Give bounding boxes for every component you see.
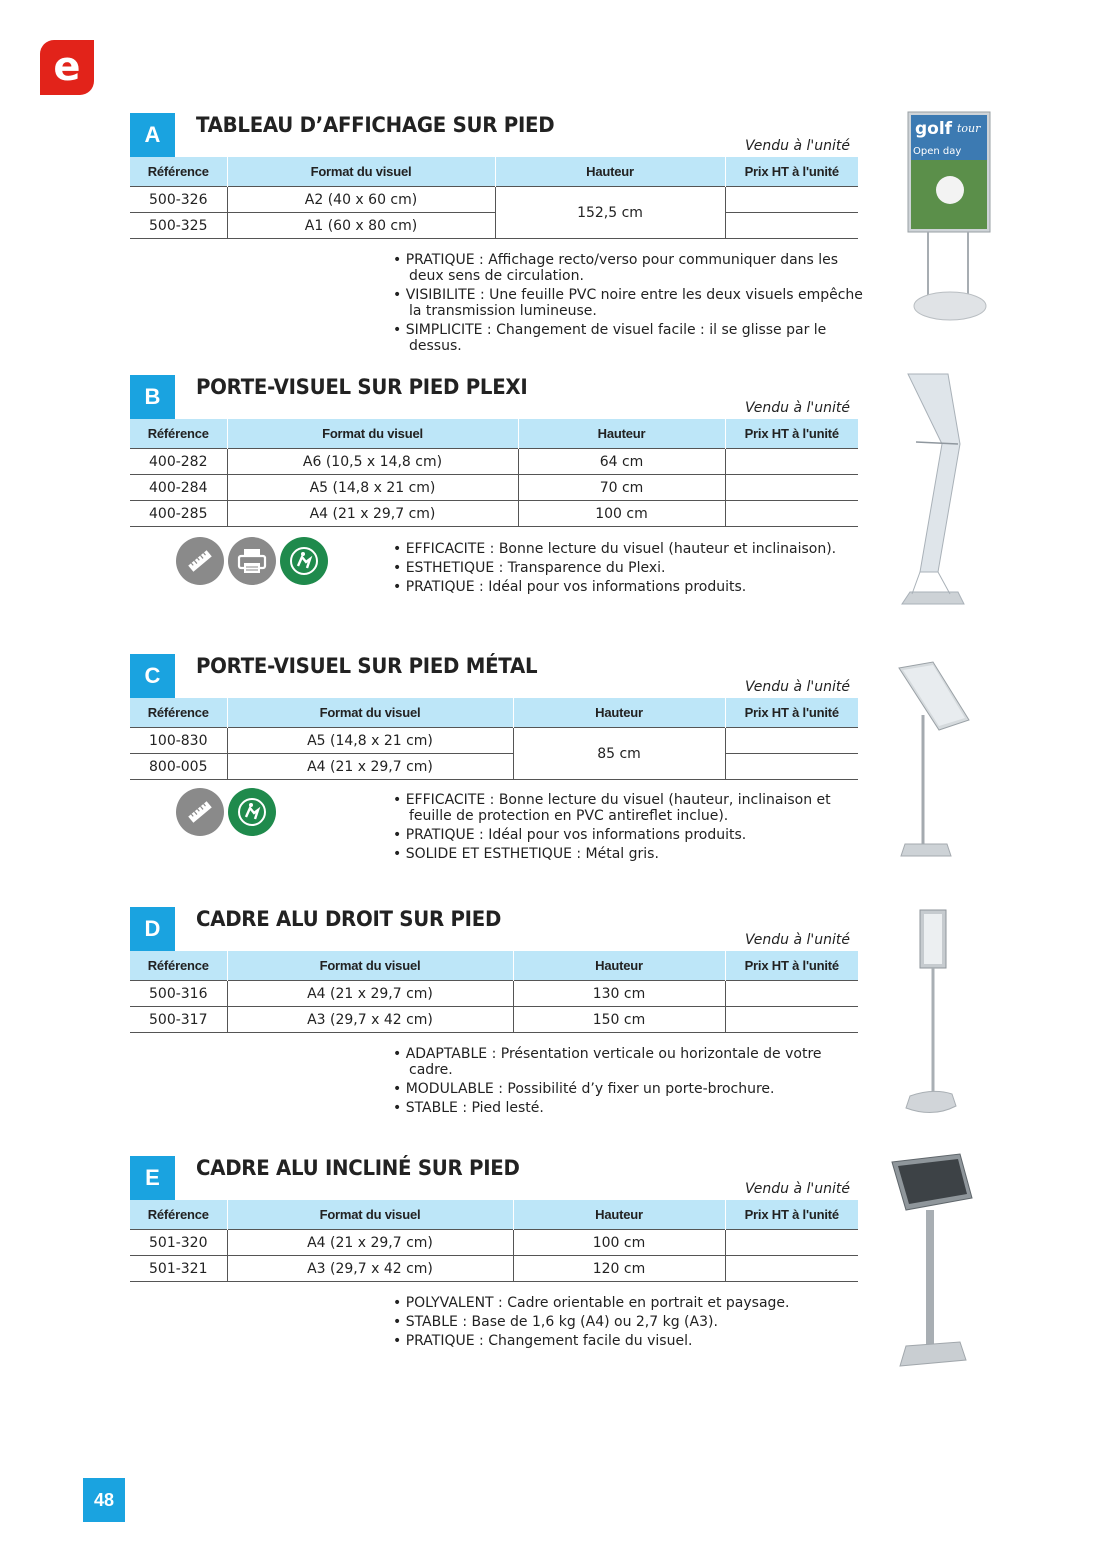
cell-price <box>725 475 858 501</box>
cell-height: 100 cm <box>513 1230 725 1256</box>
cell-height: 100 cm <box>518 501 725 527</box>
feature-item: • POLYVALENT : Cadre orientable en portrait et paysage. <box>393 1295 790 1311</box>
section-title: TABLEAU D’AFFICHAGE SUR PIED <box>196 113 555 137</box>
sold-per-unit: Vendu à l'unité <box>745 932 850 948</box>
cell-price <box>725 754 858 780</box>
table-row <box>130 1256 858 1282</box>
cell-ref: 501-321 <box>130 1256 227 1282</box>
table-row <box>130 754 858 780</box>
cell-price <box>725 1256 858 1282</box>
cell-price <box>725 1230 858 1256</box>
recycle-icon <box>228 788 276 836</box>
cell-price <box>725 213 858 239</box>
product-image-metal-stand <box>895 660 975 870</box>
section-title: PORTE-VISUEL SUR PIED PLEXI <box>196 375 528 399</box>
logo-letter: e <box>53 44 81 90</box>
spec-table <box>130 1200 858 1282</box>
header-format: Format du visuel <box>227 698 513 728</box>
cell-price <box>725 501 858 527</box>
header-height: Hauteur <box>513 951 725 981</box>
feature-list <box>393 541 863 598</box>
table-row <box>130 187 858 213</box>
section-letter: C <box>130 654 175 698</box>
cell-format: A4 (21 x 29,7 cm) <box>227 1230 513 1256</box>
header-ref: Référence <box>130 419 227 449</box>
feature-item: • MODULABLE : Possibilité d’y fixer un porte-brochure. <box>393 1081 775 1097</box>
section-title: CADRE ALU DROIT SUR PIED <box>196 907 502 931</box>
cell-ref: 800-005 <box>130 754 227 780</box>
cell-ref: 400-285 <box>130 501 227 527</box>
sold-per-unit: Vendu à l'unité <box>745 679 850 695</box>
cell-ref: 400-284 <box>130 475 227 501</box>
cell-ref: 500-317 <box>130 1007 227 1033</box>
table-row <box>130 213 858 239</box>
cell-format: A4 (21 x 29,7 cm) <box>227 981 513 1007</box>
cell-format: A4 (21 x 29,7 cm) <box>227 501 518 527</box>
cell-price <box>725 1007 858 1033</box>
product-image-straight-frame-stand <box>900 908 965 1118</box>
header-format: Format du visuel <box>227 951 513 981</box>
cell-ref: 500-316 <box>130 981 227 1007</box>
header-format: Format du visuel <box>227 419 518 449</box>
feature-item: • ESTHETIQUE : Transparence du Plexi. <box>393 560 666 576</box>
feature-item: • PRATIQUE : Affichage recto/verso pour communiquer dans les deux sens de circulation. <box>393 252 839 284</box>
cell-height: 120 cm <box>513 1256 725 1282</box>
feature-item: • STABLE : Base de 1,6 kg (A4) ou 2,7 kg (A3). <box>393 1314 718 1330</box>
header-height: Hauteur <box>495 157 725 187</box>
table-row <box>130 475 858 501</box>
cell-height: 130 cm <box>513 981 725 1007</box>
spec-table <box>130 698 858 780</box>
feature-list <box>393 252 873 357</box>
brand-logo <box>40 40 94 95</box>
cell-height: 150 cm <box>513 1007 725 1033</box>
feature-list <box>393 792 833 865</box>
table-row <box>130 1230 858 1256</box>
feature-item: • VISIBILITE : Une feuille PVC noire entre les deux visuels empêche la transmission lumineuse. <box>393 287 863 319</box>
table-row <box>130 728 858 754</box>
header-height: Hauteur <box>513 698 725 728</box>
cell-price <box>725 449 858 475</box>
cell-format: A3 (29,7 x 42 cm) <box>227 1256 513 1282</box>
ruler-icon <box>176 788 224 836</box>
cell-ref: 100-830 <box>130 728 227 754</box>
header-ref: Référence <box>130 157 227 187</box>
cell-format: A4 (21 x 29,7 cm) <box>227 754 513 780</box>
header-ref: Référence <box>130 698 227 728</box>
feature-icons <box>176 537 328 585</box>
header-height: Hauteur <box>513 1200 725 1230</box>
feature-item: • PRATIQUE : Idéal pour vos informations produits. <box>393 579 747 595</box>
cell-price <box>725 187 858 213</box>
cell-format: A1 (60 x 80 cm) <box>227 213 495 239</box>
sold-per-unit: Vendu à l'unité <box>745 400 850 416</box>
feature-icons <box>176 788 276 836</box>
feature-list <box>393 1046 843 1119</box>
header-price: Prix HT à l'unité <box>725 951 858 981</box>
feature-item: • PRATIQUE : Idéal pour vos informations produits. <box>393 827 747 843</box>
feature-item: • ADAPTABLE : Présentation verticale ou horizontale de votre cadre. <box>393 1046 822 1078</box>
cell-format: A3 (29,7 x 42 cm) <box>227 1007 513 1033</box>
header-price: Prix HT à l'unité <box>725 698 858 728</box>
section-letter: A <box>130 113 175 157</box>
feature-item: • STABLE : Pied lesté. <box>393 1100 544 1116</box>
printer-icon <box>228 537 276 585</box>
section-letter: E <box>130 1156 175 1200</box>
spec-table <box>130 951 858 1033</box>
section-title: PORTE-VISUEL SUR PIED MÉTAL <box>196 654 538 678</box>
header-ref: Référence <box>130 1200 227 1230</box>
header-price: Prix HT à l'unité <box>725 157 858 187</box>
table-row <box>130 501 858 527</box>
cell-format: A2 (40 x 60 cm) <box>227 187 495 213</box>
poster-sub: Open day <box>913 146 962 157</box>
cell-height: 152,5 cm <box>495 187 725 239</box>
poster-brand: golf <box>915 119 953 139</box>
recycle-icon <box>280 537 328 585</box>
table-row <box>130 981 858 1007</box>
table-row <box>130 1007 858 1033</box>
product-image-plexi-stand <box>898 372 973 607</box>
cell-height: 70 cm <box>518 475 725 501</box>
poster-script: tour <box>957 122 981 135</box>
feature-item: • EFFICACITE : Bonne lecture du visuel (hauteur et inclinaison). <box>393 541 837 557</box>
sold-per-unit: Vendu à l'unité <box>745 138 850 154</box>
cell-ref: 400-282 <box>130 449 227 475</box>
feature-item: • SIMPLICITE : Changement de visuel facile : il se glisse par le dessus. <box>393 322 827 354</box>
section-title: CADRE ALU INCLINÉ SUR PIED <box>196 1156 520 1180</box>
product-image-inclined-frame-stand <box>888 1152 976 1372</box>
header-format: Format du visuel <box>227 157 495 187</box>
product-image-poster-stand <box>900 110 995 325</box>
table-row <box>130 449 858 475</box>
header-format: Format du visuel <box>227 1200 513 1230</box>
sold-per-unit: Vendu à l'unité <box>745 1181 850 1197</box>
cell-format: A5 (14,8 x 21 cm) <box>227 475 518 501</box>
spec-table <box>130 157 858 239</box>
cell-format: A5 (14,8 x 21 cm) <box>227 728 513 754</box>
page-number: 48 <box>83 1478 125 1522</box>
header-price: Prix HT à l'unité <box>725 419 858 449</box>
section-letter: D <box>130 907 175 951</box>
cell-format: A6 (10,5 x 14,8 cm) <box>227 449 518 475</box>
ruler-icon <box>176 537 224 585</box>
cell-ref: 501-320 <box>130 1230 227 1256</box>
cell-ref: 500-325 <box>130 213 227 239</box>
section-letter: B <box>130 375 175 419</box>
feature-item: • SOLIDE ET ESTHETIQUE : Métal gris. <box>393 846 659 862</box>
header-price: Prix HT à l'unité <box>725 1200 858 1230</box>
feature-item: • PRATIQUE : Changement facile du visuel. <box>393 1333 693 1349</box>
header-height: Hauteur <box>518 419 725 449</box>
spec-table <box>130 419 858 527</box>
cell-price <box>725 728 858 754</box>
header-ref: Référence <box>130 951 227 981</box>
cell-ref: 500-326 <box>130 187 227 213</box>
cell-price <box>725 981 858 1007</box>
feature-item: • EFFICACITE : Bonne lecture du visuel (hauteur, inclinaison et feuille de protection en PVC antireflet inclue). <box>393 792 831 824</box>
feature-list <box>393 1295 843 1352</box>
cell-height: 85 cm <box>513 728 725 780</box>
cell-height: 64 cm <box>518 449 725 475</box>
